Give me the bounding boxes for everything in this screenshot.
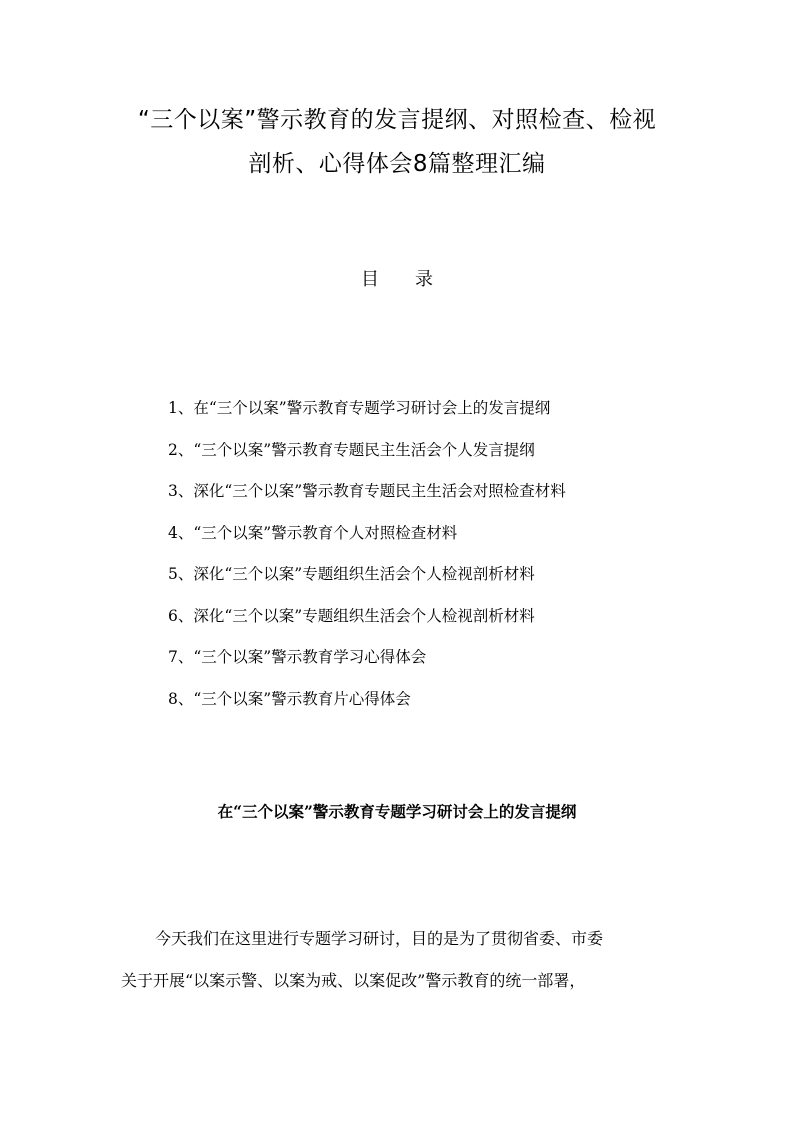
toc-heading-char-1: 目	[361, 269, 379, 290]
toc-item-2: 2、“三个以案”警示教育专题民主生活会个人发言提纲	[168, 440, 535, 459]
paragraph-line-1: 今天我们在这里进行专题学习研讨，目的是为了贯彻省委、市委	[155, 929, 604, 948]
toc-heading	[0, 266, 794, 294]
toc-item-3: 3、深化“三个以案”警示教育专题民主生活会对照检查材料	[168, 482, 566, 500]
document-title	[100, 98, 694, 186]
document-title-line-2: 剖析、心得体会8篇整理汇编	[248, 151, 546, 177]
document-title-line-1: “三个以案”警示教育的发言提纲、对照检查、检视	[137, 107, 657, 133]
section-heading: 在“三个以案”警示教育专题学习研讨会上的发言提纲	[217, 802, 577, 821]
toc-item-5: 5、深化“三个以案”专题组织生活会个人检视剖析材料	[168, 565, 535, 583]
section-paragraph	[121, 918, 681, 1002]
toc-heading-char-2: 录	[415, 269, 433, 290]
toc-item-8: 8、“三个以案”警示教育片心得体会	[168, 689, 411, 708]
toc-item-1: 1、在“三个以案”警示教育专题学习研讨会上的发言提纲	[168, 399, 551, 417]
toc-item-7: 7、“三个以案”警示教育学习心得体会	[168, 648, 427, 666]
paragraph-line-2: 关于开展“以案示警、以案为戒、以案促改”警示教育的统一部署，	[121, 971, 586, 990]
toc-item-4: 4、“三个以案”警示教育个人对照检查材料	[168, 523, 458, 542]
toc-list	[168, 388, 728, 720]
toc-item-6: 6、深化“三个以案”专题组织生活会个人检视剖析材料	[168, 606, 535, 625]
